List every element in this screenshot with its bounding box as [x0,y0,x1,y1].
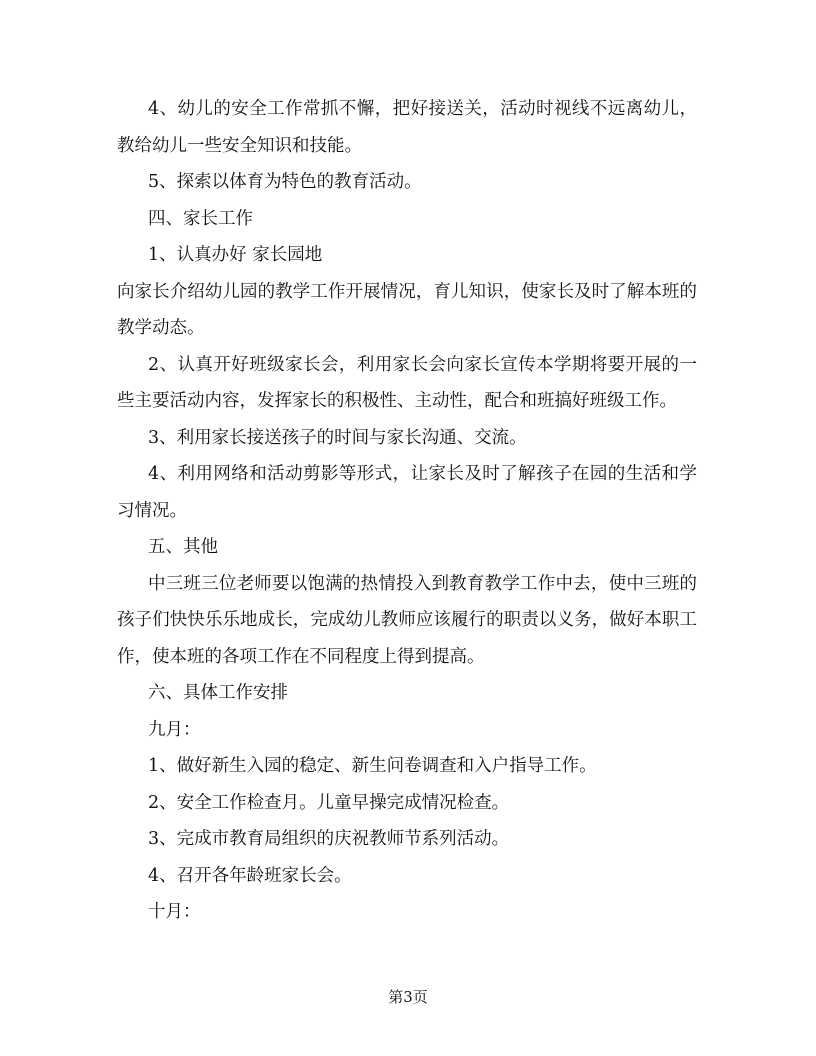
paragraph-introduce-teaching: 向家长介绍幼儿园的教学工作开展情况，育儿知识，使家长及时了解本班的教学动态。 [117,281,697,338]
paragraph-teachers-commitment: 中三班三位老师要以饱满的热情投入到教育教学工作中去，使中三班的孩子们快快乐乐地成长，完成幼儿教师应该履行的职责以义务，做好本职工作，使本班的各项工作在不同程度上得到提高。 [117,573,697,667]
paragraph-safety-work: 4、幼儿的安全工作常抓不懈，把好接送关，活动时视线不远离幼儿，教给幼儿一些安全知识和技能。 [117,99,697,156]
section-heading-other: 五、其他 [148,537,218,557]
paragraph-parent-meeting: 2、认真开好班级家长会，利用家长会向家长宣传本学期将要开展的一些主要活动内容，发挥家长的积极性、主动性，配合和班搞好班级工作。 [117,354,697,411]
paragraph-sports-feature: 5、探索以体育为特色的教育活动。 [148,172,422,192]
page-number: 第3页 [388,988,428,1006]
list-item-teachers-day: 3、完成市教育局组织的庆祝教师节系列活动。 [148,829,510,849]
paragraph-network-activities: 4、利用网络和活动剪影等形式，让家长及时了解孩子在园的生活和学习情况。 [117,464,697,521]
paragraph-communication: 3、利用家长接送孩子的时间与家长沟通、交流。 [148,427,527,448]
month-heading-october: 十月： [148,902,201,922]
section-heading-parent-work: 四、家长工作 [148,208,253,229]
section-heading-work-schedule: 六、具体工作安排 [148,683,288,703]
list-item-new-students: 1、做好新生入园的稳定、新生问卷调查和入户指导工作。 [148,756,597,776]
list-item-parent-meetings: 4、召开各年龄班家长会。 [148,865,352,886]
month-heading-september: 九月： [148,719,201,740]
document-body [117,91,697,931]
paragraph-parent-garden: 1、认真办好 家长园地 [148,245,323,265]
list-item-safety-check: 2、安全工作检查月。儿童早操完成情况检查。 [148,792,510,813]
